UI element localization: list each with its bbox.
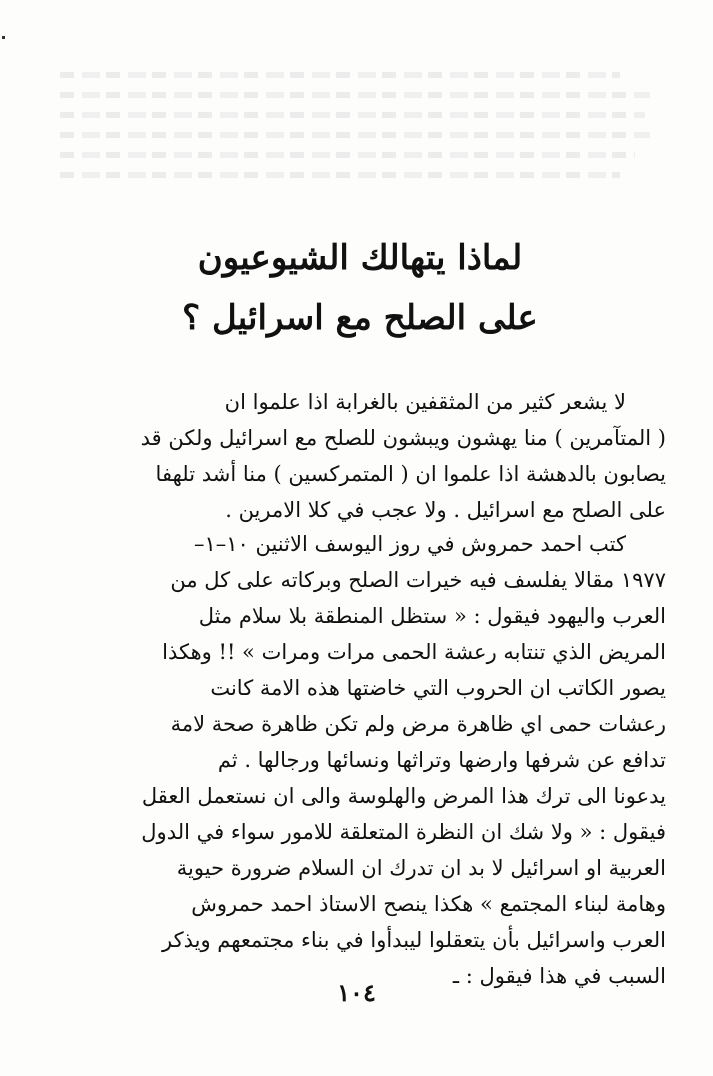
bleed-through-line (60, 112, 645, 118)
paragraph-line: وهامة لبناء المجتمع » هكذا ينصح الاستاذ احمد حمروش (191, 892, 666, 916)
paragraph-line: يصور الكاتب ان الحروب التي خاضتها هذه الامة كانت (210, 676, 666, 700)
paragraph-line: رعشات حمى اي ظاهرة مرض ولم تكن ظاهرة صحة لامة (170, 712, 666, 736)
page-number: ١٠٤ (337, 978, 376, 1007)
bleed-through-line (60, 92, 650, 98)
bleed-through-line (60, 172, 620, 178)
bleed-through-text (60, 72, 660, 192)
paragraph-line: كتب احمد حمروش في روز اليوسف الاثنين ١٠–١– (193, 532, 626, 556)
paragraph-line: المريض الذي تنتابه رعشة الحمى مرات ومرات » !! وهكذا (162, 640, 666, 664)
paragraph-line: ( المتآمرين ) منا يهشون ويبشون للصلح مع اسرائيل ولكن قد (140, 426, 666, 450)
chapter-title-line-2: على الصلح مع اسرائيل ؟ (182, 298, 538, 338)
paragraph-2 (66, 526, 666, 994)
paragraph-line: فيقول : « ولا شك ان النظرة المتعلقة للامور سواء في الدول (141, 820, 666, 844)
paragraph-line: السبب في هذا فيقول : ـ (452, 964, 666, 988)
paragraph-line: العربية او اسرائيل لا بد ان تدرك ان السلام ضرورة حيوية (176, 856, 666, 880)
bleed-through-line (60, 132, 650, 138)
paragraph-line: لا يشعر كثير من المثقفين بالغرابة اذا علموا ان (224, 390, 626, 414)
paragraph-line: يدعونا الى ترك هذا المرض والهلوسة والى ان نستعمل العقل (141, 784, 666, 808)
paragraph-line: تدافع عن شرفها وارضها وتراثها ونسائها ورجالها . ثم (217, 748, 666, 772)
paragraph-line: على الصلح مع اسرائيل . ولا عجب في كلا الامرين . (225, 498, 666, 522)
bleed-through-line (60, 72, 620, 78)
paragraph-line: العرب واليهود فيقول : « ستظل المنطقة بلا سلام مثل (198, 604, 666, 628)
bleed-through-line (60, 152, 635, 158)
paragraph-line: العرب واسرائيل بأن يتعقلوا ليبدأوا في بناء مجتمعهم ويذكر (162, 928, 666, 952)
paragraph-1 (66, 384, 666, 528)
chapter-title-line-1: لماذا يتهالك الشيوعيون (197, 238, 523, 278)
paragraph-line: يصابون بالدهشة اذا علموا ان ( المتمركسين ) منا أشد تلهفا (155, 462, 666, 486)
scan-speck (2, 36, 5, 39)
paragraph-line: ١٩٧٧ مقالا يفلسف فيه خيرات الصلح وبركاته على كل من (170, 568, 666, 592)
